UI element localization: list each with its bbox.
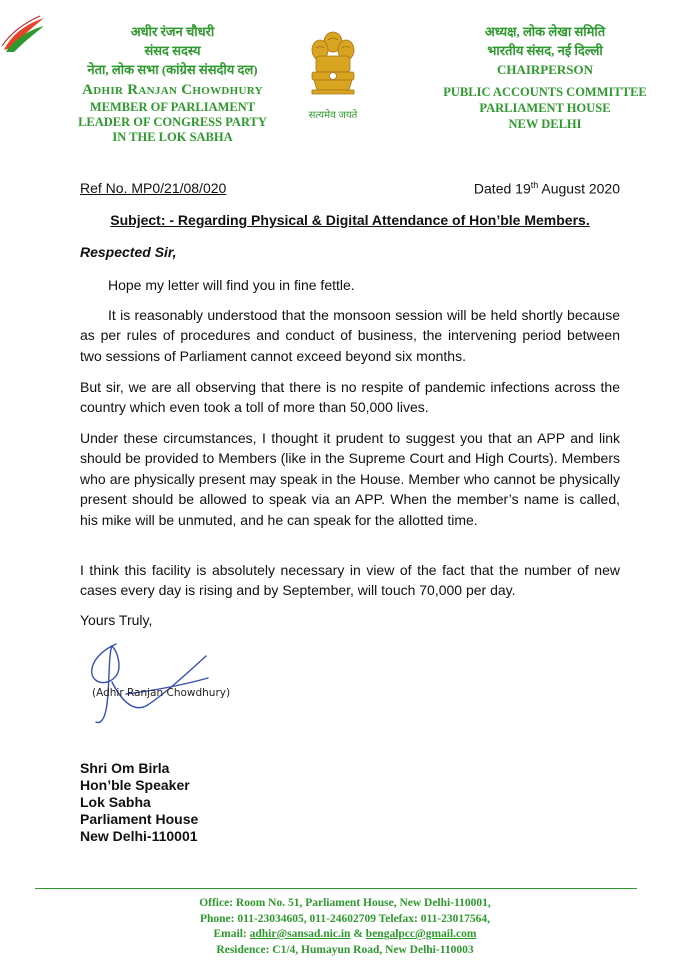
footer-office: Office: Room No. 51, Parliament House, New Delhi-110001, [199,897,491,909]
date-suffix-sup: th [530,180,539,190]
hindi-leader: नेता, लोक सभा (कांग्रेस संसदीय दल) [87,62,258,77]
hindi-role: संसद सदस्य [144,43,201,58]
emblem-motto: सत्यमेव जयते [308,110,358,121]
signature-name: (Adhir Ranjan Chowdhury) [92,687,231,699]
lion-capital-icon [306,28,360,102]
hindi-name: अधीर रंजन चौधरी [130,24,215,39]
paragraph-1: Hope my letter will find you in fine fettle. [108,277,355,293]
paragraph-2: It is reasonably understood that the monsoon session will be held shortly because as per rules of procedures and conduct of business, the intervening period between two sessions of Parliament cannot exceed beyond six months. [80,307,620,364]
footer-email [95,927,595,943]
committee-name: PUBLIC ACCOUNTS COMMITTEE [443,85,647,99]
email-link-1[interactable]: adhir@sansad.nic.in [249,928,351,940]
footer-residence: Residence: C1/4, Humayun Road, New Delhi-110003 [216,943,474,956]
congress-flag-logo [0,14,46,54]
recipient-line2: Hon’ble Speaker [80,777,190,793]
salutation: Respected Sir, [80,244,177,260]
hindi-place: भारतीय संसद, नई दिल्ली [487,43,603,58]
email-separator: & [350,928,366,940]
committee-city: NEW DELHI [508,117,582,131]
recipient-address [80,760,198,845]
recipient-line3: Lok Sabha [80,794,151,810]
letter-date [474,180,620,197]
footer-contact [95,896,595,958]
letterhead-left [45,22,300,145]
recipient-line5: New Delhi-110001 [80,828,198,844]
reference-number: Ref No. MP0/21/08/020 [80,180,227,196]
hindi-title: अध्यक्ष, लोक लेखा समिति [484,24,606,39]
paragraph-4: Under these circumstances, I thought it prudent to suggest you that an APP and link should be provided to Members (like in the Supreme Court and High Courts). Members who are physically present may speak in the House. Member who cannot be physically present should be allowed to speak via an APP. When the member’s name is called, his mike will be unmuted, and he can speak for the allotted time. [80,430,620,528]
footer-divider [35,888,637,889]
chairperson-title: CHAIRPERSON [496,62,594,77]
sender-role: MEMBER OF PARLIAMENT [89,100,256,114]
email-link-2[interactable]: bengalpcc@gmail.com [365,928,477,940]
date-month-year: August 2020 [538,180,620,197]
sender-leader-line2: IN THE LOK SABHA [112,130,233,144]
paragraph-3: But sir, we are all observing that there is no respite of pandemic infections across the country which even took a toll of more than 50,000 lives. [80,379,620,416]
letterhead-right [430,22,660,132]
recipient-line1: Shri Om Birla [80,760,170,776]
national-emblem [302,28,364,121]
date-prefix: Dated 19 [473,180,531,197]
paragraph-5: I think this facility is absolutely necessary in view of the fact that the number of new cases every day is rising and by September, will touch 70,000 per day. [80,562,620,599]
sender-name: Adhir Ranjan Chowdhury [82,82,263,98]
letter-subject: Subject: - Regarding Physical & Digital Attendance of Hon’ble Members. [110,212,590,228]
recipient-line4: Parliament House [80,811,199,827]
handwritten-signature [82,632,242,732]
committee-house: PARLIAMENT HOUSE [479,101,611,115]
sender-leader-line1: LEADER OF CONGRESS PARTY [78,115,267,129]
email-label: Email: [213,928,250,940]
closing-line: Yours Truly, [80,612,153,628]
footer-phone: Phone: 011-23034605, 011-24602709 Telefax: 011-23017564, [199,912,491,925]
